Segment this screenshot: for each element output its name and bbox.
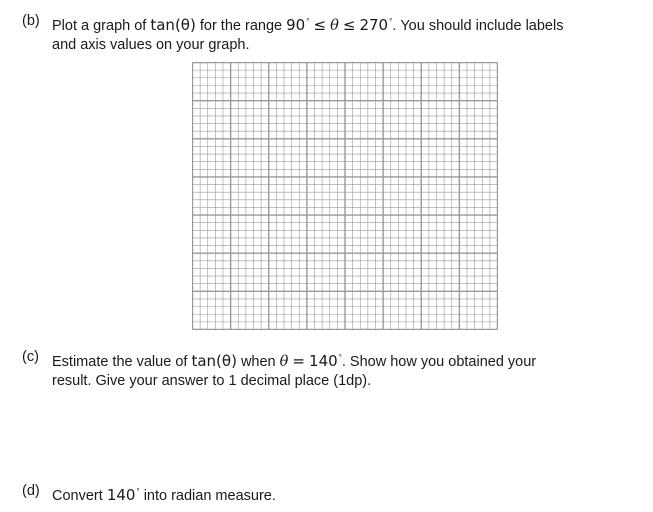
- question-d-text-2: into radian measure.: [143, 488, 276, 504]
- less-equal-symbol: ≤: [342, 16, 356, 34]
- question-b-text-2: for the range: [199, 18, 283, 34]
- question-b-label: (b): [22, 13, 40, 29]
- tan-theta-expression: tan(θ): [150, 16, 196, 34]
- degree-symbol: °: [136, 487, 140, 496]
- question-b-line-2: and axis values on your graph.: [52, 37, 250, 53]
- question-c-text-2: when: [240, 354, 276, 370]
- question-b-text-3: . You should include labels: [392, 18, 564, 34]
- question-d-label: (d): [22, 483, 40, 499]
- question-c-line-2: result. Give your answer to 1 decimal place (1dp).: [52, 373, 372, 389]
- question-c-text-3: . Show how you obtained your: [341, 354, 537, 370]
- degree-symbol: °: [306, 17, 310, 26]
- degree-symbol: °: [338, 353, 342, 362]
- less-equal-symbol: ≤: [313, 16, 327, 34]
- equals-symbol: =: [292, 352, 305, 370]
- question-c-text: [52, 348, 632, 391]
- question-d-text: [52, 482, 632, 506]
- theta-symbol: θ: [279, 354, 289, 370]
- graph-paper[interactable]: [192, 62, 498, 330]
- range-high-value: 270: [359, 16, 389, 34]
- theta-symbol: θ: [330, 18, 339, 34]
- question-b-text: [52, 12, 632, 55]
- tan-theta-expression: tan(θ): [191, 352, 237, 370]
- question-d-text-1: Convert: [52, 488, 103, 504]
- question-c-label: (c): [22, 349, 39, 365]
- angle-value: 140: [309, 352, 338, 370]
- angle-value: 140: [106, 486, 136, 504]
- question-b-text-1: Plot a graph of: [52, 18, 147, 34]
- range-low-value: 90: [286, 16, 306, 34]
- degree-symbol: °: [389, 17, 393, 26]
- question-c-text-1: Estimate the value of: [52, 354, 188, 370]
